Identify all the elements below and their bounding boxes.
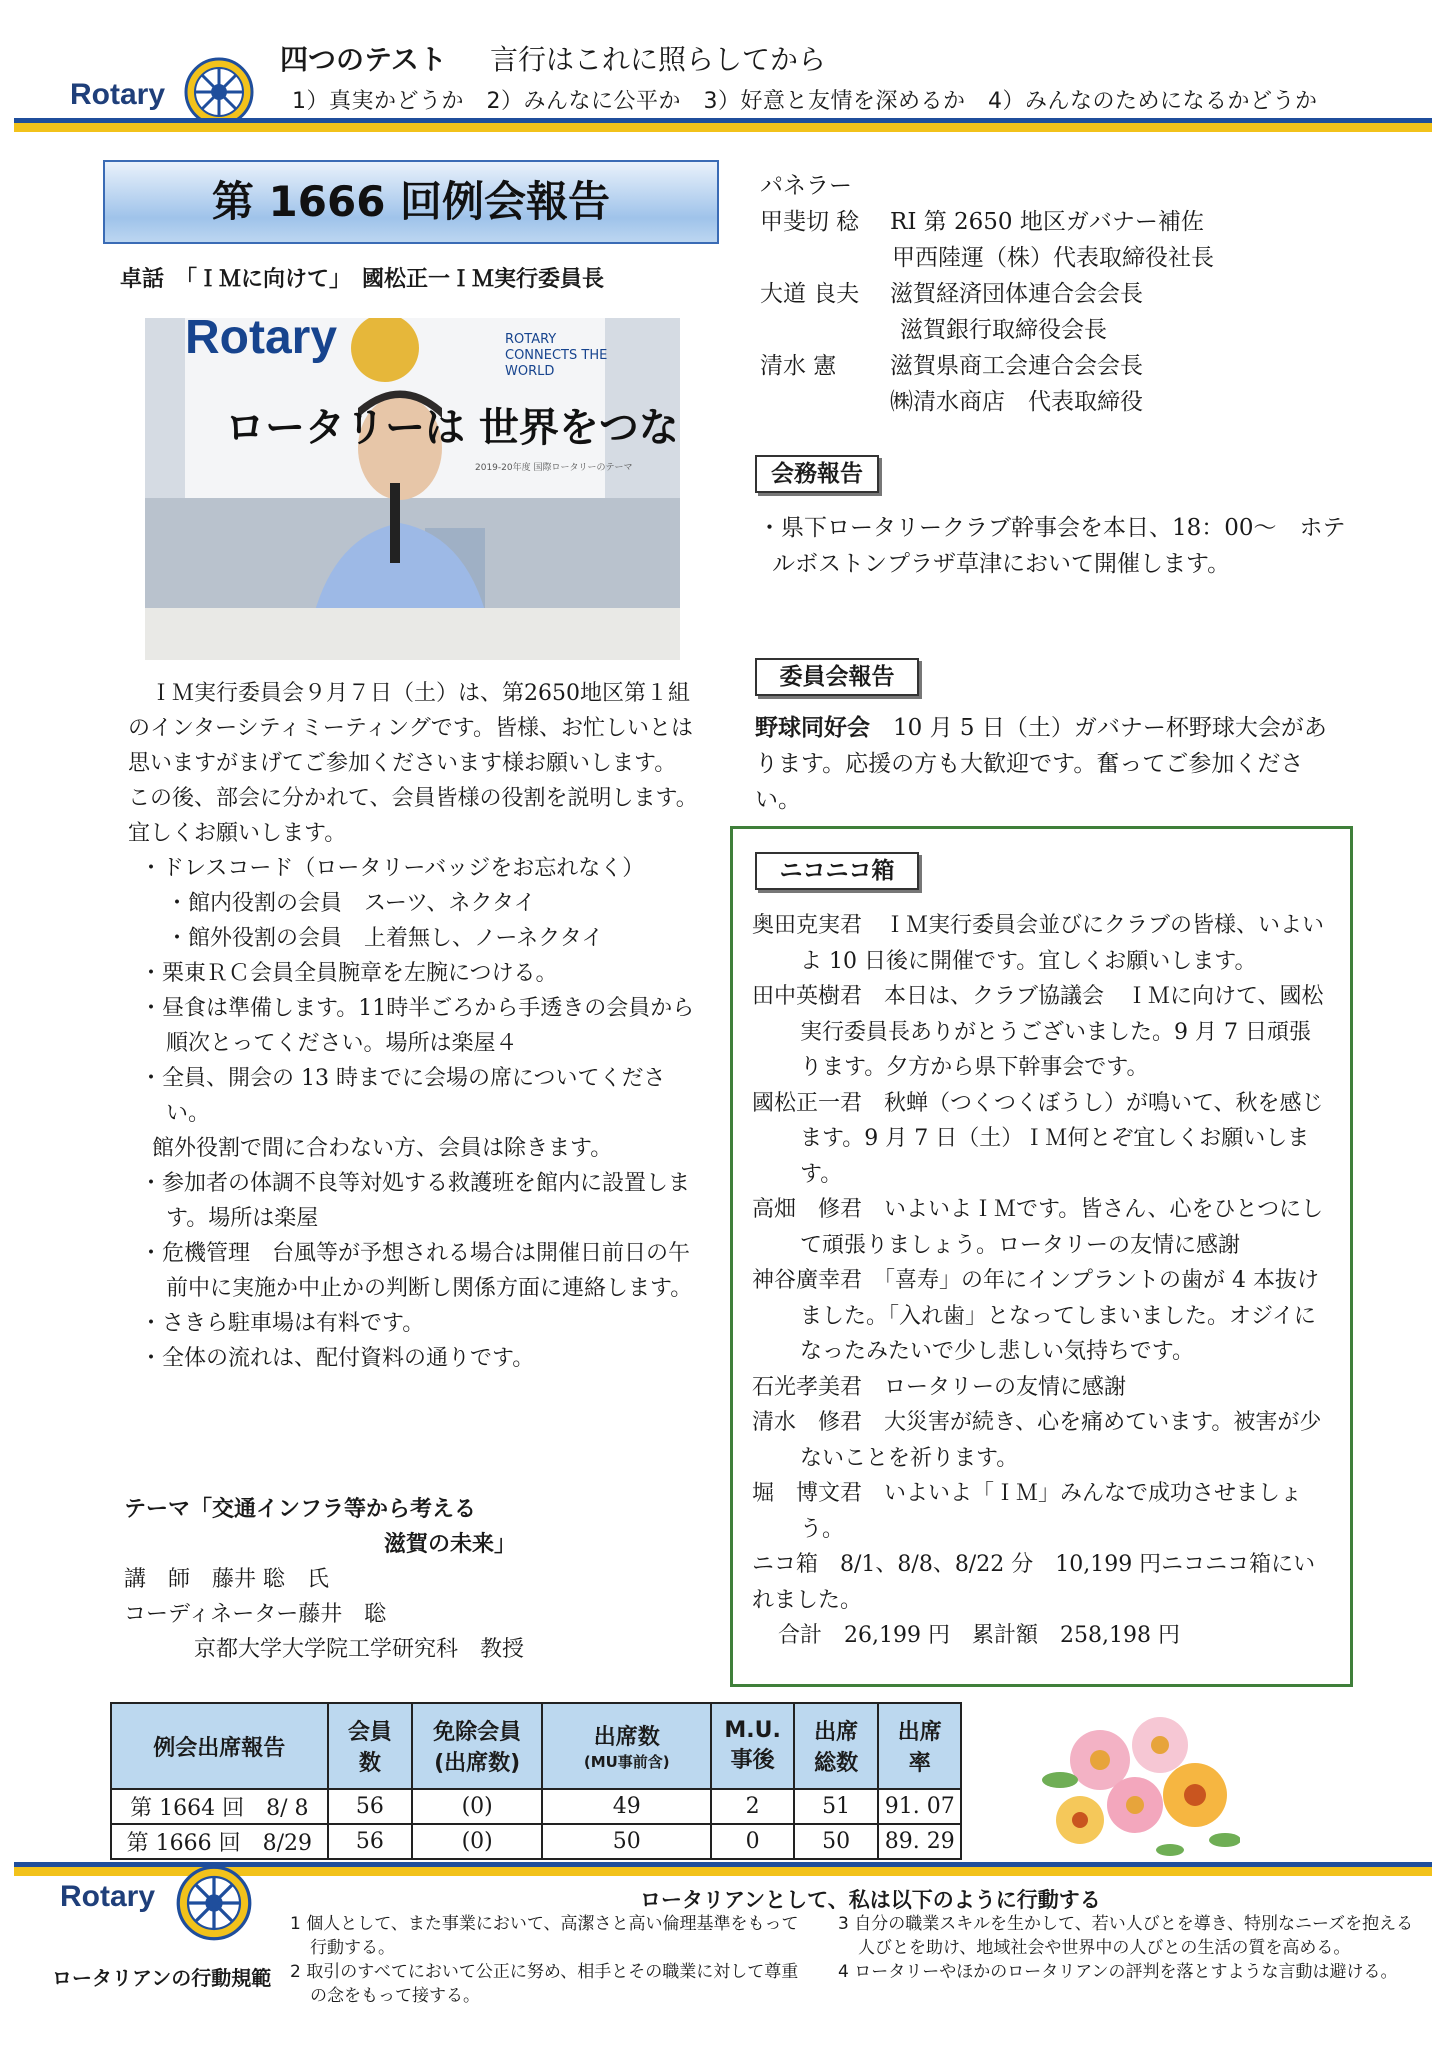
col-total-line1: 出席	[814, 1720, 859, 1745]
col-attendance-line1: 出席数	[593, 1725, 660, 1750]
photo-banner-rotary: Rotary	[185, 318, 338, 364]
committee-club: 野球同好会	[755, 715, 870, 741]
panelist-name	[760, 384, 890, 420]
photo-banner-text: ロータリーは 世界をつな	[225, 405, 679, 451]
nikoniko-item: 清水 修君 大災害が続き、心を痛めています。被害が少ないことを祈ります。	[752, 1410, 1322, 1471]
header-stripe-yellow	[14, 123, 1432, 132]
col-mu-line1: M.U.	[724, 1718, 781, 1743]
cell-rate: 91. 07	[878, 1789, 961, 1824]
panelist-role: RI 第 2650 地区ガバナー補佐	[890, 209, 1204, 235]
theme-label: テーマ「交通インフラ等から考える	[124, 1497, 477, 1522]
business-report-label: 会務報告	[755, 455, 879, 493]
panelist-name: 甲斐切 稔	[760, 209, 860, 235]
report-bullet: ・館外役割の会員 上着無し、ノーネクタイ	[166, 926, 604, 951]
report-bullet: 館外役割で間に合わない方、会員は除きます。	[152, 1136, 613, 1161]
cell-exempt: (0)	[412, 1824, 542, 1859]
col-total	[794, 1703, 879, 1789]
attendance-title: 例会出席報告	[111, 1703, 328, 1789]
photo-banner-connects: ROTARY CONNECTS THE WORLD	[505, 332, 608, 379]
panelist-name	[760, 312, 900, 348]
footer-items-right	[838, 1912, 1423, 1984]
row-label: 第 1664 回 8/ 8	[111, 1789, 328, 1824]
col-exempt	[412, 1703, 542, 1789]
theme-label-2: 滋賀の未来」	[384, 1532, 517, 1557]
coordinator: コーディネーター藤井 聡	[124, 1602, 387, 1627]
nikoniko-item: 奥田克実君 ＩＭ実行委員会並びにクラブの皆様、いよいよ 10 日後に開催です。宜しくお願いします。	[752, 913, 1325, 974]
photo-banner-small: 2019-20年度 国際ロータリーのテーマ	[475, 463, 633, 473]
four-way-test-title: 四つのテスト	[280, 43, 447, 76]
panelists-label: パネラー	[760, 173, 852, 199]
cell-mu: 2	[711, 1789, 794, 1824]
table-row	[111, 1824, 961, 1859]
col-mu-line2: 事後	[730, 1748, 775, 1773]
committee-report	[755, 710, 1335, 818]
nikoniko-summary: ニコ箱 8/1、8/8、8/22 分 10,199 円ニコニコ箱にいれました。	[752, 1552, 1316, 1613]
row-label: 第 1666 回 8/29	[111, 1824, 328, 1859]
committee-report-label: 委員会報告	[755, 658, 919, 696]
report-paragraph: この後、部会に分かれて、会員皆様の役割を説明します。宜しくお願いします。	[128, 786, 698, 846]
nikoniko-item: 田中英樹君 本日は、クラブ協議会 ＩＭに向けて、國松実行委員長ありがとうございました。9 月 7 日頑張ります。夕方から県下幹事会です。	[752, 984, 1324, 1080]
nikoniko-item: 高畑 修君 いよいよＩＭです。皆さん、心をひとつにして頑張りましょう。ロータリーの友情に感謝	[752, 1197, 1324, 1258]
nikoniko-item: 神谷廣幸君 「喜寿」の年にインプラントの歯が 4 本抜けました。「入れ歯」となってしまいました。オジイになったみたいで少し悲しい気持ちです。	[752, 1268, 1319, 1364]
attendance-table	[110, 1702, 962, 1860]
panelist-name: 清水 憲	[760, 353, 837, 379]
conduct-item: 1 個人として、また事業において、高潔さと高い倫理基準をもって行動する。	[290, 1914, 799, 1958]
table-row	[111, 1789, 961, 1824]
panelist-role: 滋賀銀行取締役会長	[900, 317, 1107, 343]
report-bullet: ・館内役割の会員 スーツ、ネクタイ	[166, 891, 536, 916]
rotary-brand: Rotary	[70, 78, 166, 111]
cell-total: 51	[794, 1789, 879, 1824]
nikoniko-list	[752, 908, 1332, 1654]
theme-block	[124, 1492, 704, 1667]
report-bullet: ・全体の流れは、配付資料の通りです。	[140, 1346, 535, 1371]
col-mu	[711, 1703, 794, 1789]
report-bullet: ・栗東ＲＣ会員全員腕章を左腕につける。	[140, 961, 558, 986]
nikoniko-label: ニコニコ箱	[755, 852, 919, 890]
col-attendance	[542, 1703, 711, 1789]
footer-items-left	[290, 1912, 810, 2008]
report-body	[128, 676, 708, 1376]
col-exempt-line2: (出席数)	[434, 1751, 521, 1776]
four-way-test-items: 1）真実かどうか 2）みんなに公平か 3）好意と友情を深めるか 4）みんなのためになるかどうか	[292, 89, 1318, 114]
cell-exempt: (0)	[412, 1789, 542, 1824]
report-title: 第 1666 回例会報告	[103, 160, 719, 244]
footer-rotary-brand: Rotary	[60, 1880, 156, 1913]
col-attendance-line2: (MU事前含)	[583, 1753, 670, 1771]
cell-members: 56	[328, 1824, 413, 1859]
four-way-test-subtitle: 言行はこれに照らしてから	[490, 43, 827, 76]
flower-bouquet-icon	[1040, 1700, 1240, 1870]
nikoniko-item: 堀 博文君 いよいよ「ＩＭ」みんなで成功させましょう。	[752, 1481, 1303, 1542]
conduct-item: 3 自分の職業スキルを生かして、若い人びとを導き、特別なニーズを抱える人びとを助け、地域社会や世界中の人びとの生活の質を高める。	[838, 1914, 1414, 1958]
nikoniko-total: 合計 26,199 円 累計額 258,198 円	[778, 1623, 1180, 1648]
report-bullet: ・全員、開会の 13 時までに会場の席についてください。	[140, 1066, 666, 1126]
cell-mu: 0	[711, 1824, 794, 1859]
report-bullet: ・さきら駐車場は有料です。	[140, 1311, 425, 1336]
panelists	[760, 168, 1340, 420]
conduct-item: 4 ロータリーやほかのロータリアンの評判を落とすような言動は避ける。	[838, 1962, 1398, 1982]
footer-rotary-wheel-icon	[175, 1864, 253, 1942]
col-total-line2: 総数	[814, 1751, 859, 1776]
speech-heading: 卓話 「ＩＭに向けて」 國松正一ＩＭ実行委員長	[120, 267, 605, 292]
cell-attendance: 50	[542, 1824, 711, 1859]
nikoniko-item: 國松正一君 秋蝉（つくつくぼうし）が鳴いて、秋を感じます。9 月 7 日（土）ＩＭ何とぞ宜しくお願いします。	[752, 1090, 1324, 1187]
col-rate-line1: 出席	[897, 1720, 942, 1745]
col-members-line2: 数	[358, 1751, 381, 1776]
affiliation: 京都大学大学院工学研究科 教授	[194, 1637, 525, 1662]
committee-text: 10 月 5 日（土）ガバナー杯野球大会があります。応援の方も大歓迎です。奮ってご参加ください。	[755, 715, 1327, 813]
col-exempt-line1: 免除会員	[433, 1720, 522, 1745]
panelist-role: 甲西陸運（株）代表取締役社長	[892, 245, 1214, 271]
code-of-conduct-label: ロータリアンの行動規範	[52, 1966, 272, 1990]
report-paragraph: ＩＭ実行委員会９月７日（土）は、第2650地区第１組のインターシティミーティングです。皆様、お忙しいとは思いますがまげてご参加くださいます様お願いします。	[128, 681, 693, 776]
col-rate-line2: 率	[908, 1751, 931, 1776]
col-members	[328, 1703, 413, 1789]
speaker-photo	[145, 318, 680, 660]
report-bullet: ・危機管理 台風等が予想される場合は開催日前日の午前中に実施か中止かの判断し関係方面に連絡します。	[140, 1241, 693, 1301]
cell-attendance: 49	[542, 1789, 711, 1824]
conduct-item: 2 取引のすべてにおいて公正に努め、相手とその職業に対して尊重の念をもって接する。	[290, 1962, 799, 2006]
panelist-role: 滋賀経済団体連合会会長	[890, 281, 1143, 307]
business-report-text: ・県下ロータリークラブ幹事会を本日、18：00～ ホテルボストンプラザ草津において開催します。	[758, 515, 1346, 577]
cell-members: 56	[328, 1789, 413, 1824]
footer-title: ロータリアンとして、私は以下のように行動する	[640, 1888, 1101, 1912]
nikoniko-item: 石光孝美君 ロータリーの友情に感謝	[752, 1374, 1127, 1400]
col-rate	[878, 1703, 961, 1789]
panelist-role: 滋賀県商工会連合会会長	[890, 353, 1143, 379]
report-bullet: ・昼食は準備します。11時半ごろから手透きの会員から順次とってください。場所は楽屋４	[140, 996, 695, 1056]
cell-rate: 89. 29	[878, 1824, 961, 1859]
panelist-name: 大道 良夫	[760, 281, 860, 307]
panelist-name	[760, 240, 890, 276]
panelist-role: ㈱清水商店 代表取締役	[890, 389, 1143, 415]
report-bullet: ・ドレスコード（ロータリーバッジをお忘れなく）	[140, 856, 645, 881]
cell-total: 50	[794, 1824, 879, 1859]
lecturer: 講 師 藤井 聡 氏	[124, 1567, 329, 1592]
report-bullet: ・参加者の体調不良等対処する救護班を館内に設置します。場所は楽屋	[140, 1171, 691, 1231]
col-members-line1: 会員	[347, 1720, 392, 1745]
